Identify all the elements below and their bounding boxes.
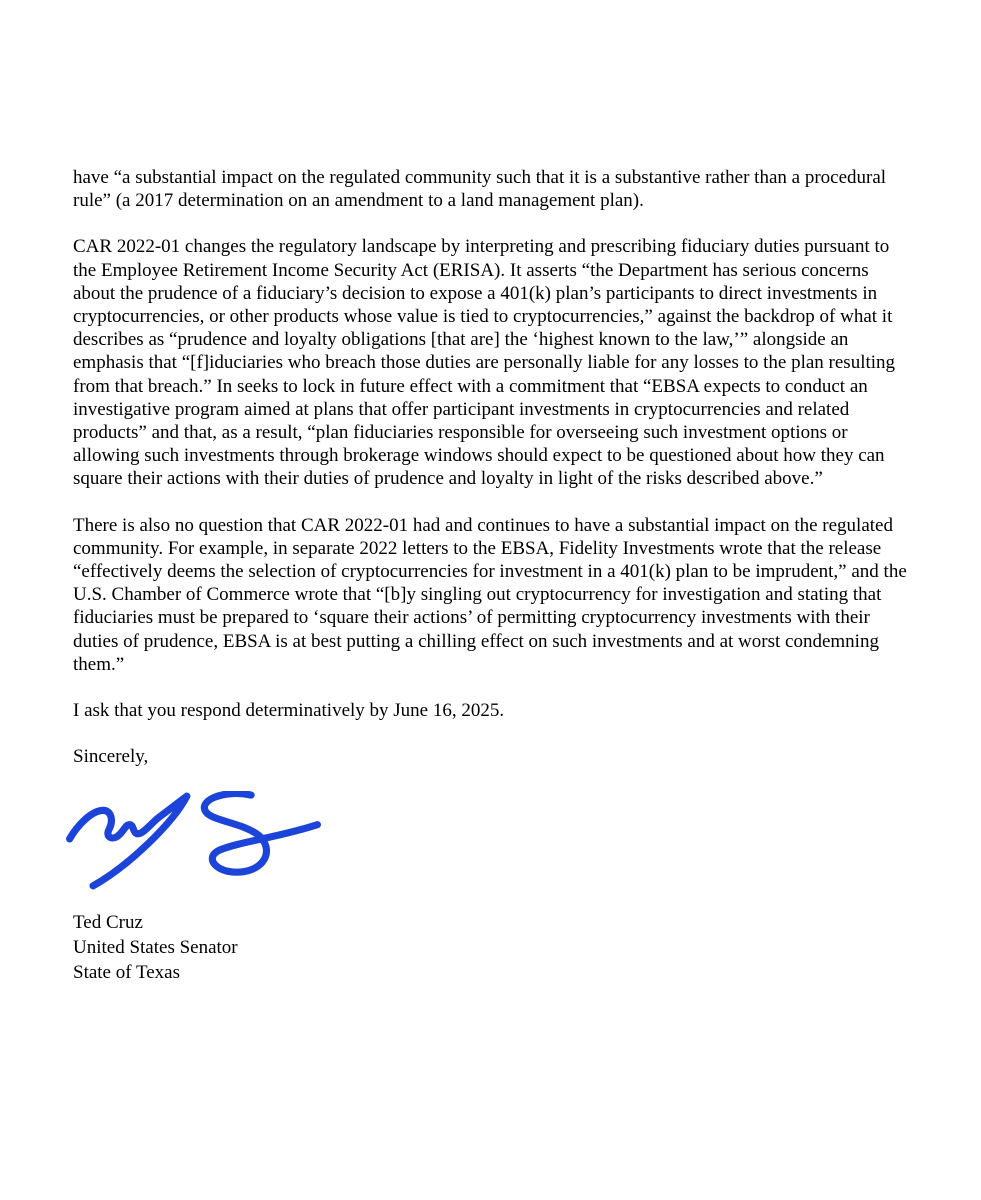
signature-stroke-ted [70, 797, 187, 887]
signature-block [73, 911, 911, 985]
signer-state: State of Texas [73, 961, 181, 983]
closing-salutation: Sincerely, [73, 746, 149, 768]
paragraph-3: There is also no question that CAR 2022-01 had and continues to have a substantial impact on the regulated community. For example, in separate 2022 letters to the EBSA, Fidelity Investments wrote that the release “effectively deems the selection of cryptocurrencies for investment in a 401(k) plan to be imprudent,” and the U.S. Chamber of Commerce wrote that “[b]y singling out cryptocurrency for investigation and stating that fiduciaries must be prepared to ‘square their actions’ of permitting cryptocurrency investments with their duties of prudence, EBSA is at best putting a chilling effect on such investments and at worst condemning them.” [73, 514, 907, 675]
signature-ink-icon [63, 791, 323, 893]
signer-name: Ted Cruz [73, 912, 143, 934]
signer-title: United States Senator [73, 937, 238, 959]
letter-body [73, 166, 911, 985]
paragraph-4: I ask that you respond determinatively by June 16, 2025. [73, 700, 505, 722]
paragraph-1: have “a substantial impact on the regulated community such that it is a substantive rather than a procedural rule” (a 2017 determination on an amendment to a land management plan). [73, 167, 887, 212]
signature-stroke-cruz [204, 794, 317, 873]
paragraph-2: CAR 2022-01 changes the regulatory landscape by interpreting and prescribing fiduciary duties pursuant to the Employee Retirement Income Security Act (ERISA). It asserts “the Department has serious concerns about the prudence of a fiduciary’s decision to expose a 401(k) plan’s participants to direct investments in cryptocurrencies, or other products whose value is tied to cryptocurrencies,” against the backdrop of what it describes as “prudence and loyalty obligations [that are] the ‘highest known to the law,’” alongside an emphasis that “[f]iduciaries who breach those duties are personally liable for any losses to the plan resulting from that breach.” In seeks to lock in future effect with a commitment that “EBSA expects to conduct an investigative program aimed at plans that offer participant investments in cryptocurrencies and related products” and that, as a result, “plan fiduciaries responsible for overseeing such investment options or allowing such investments through brokerage windows should expect to be questioned about how they can square their actions with their duties of prudence and loyalty in light of the risks described above.” [73, 236, 896, 490]
handwritten-signature-image [63, 791, 323, 893]
